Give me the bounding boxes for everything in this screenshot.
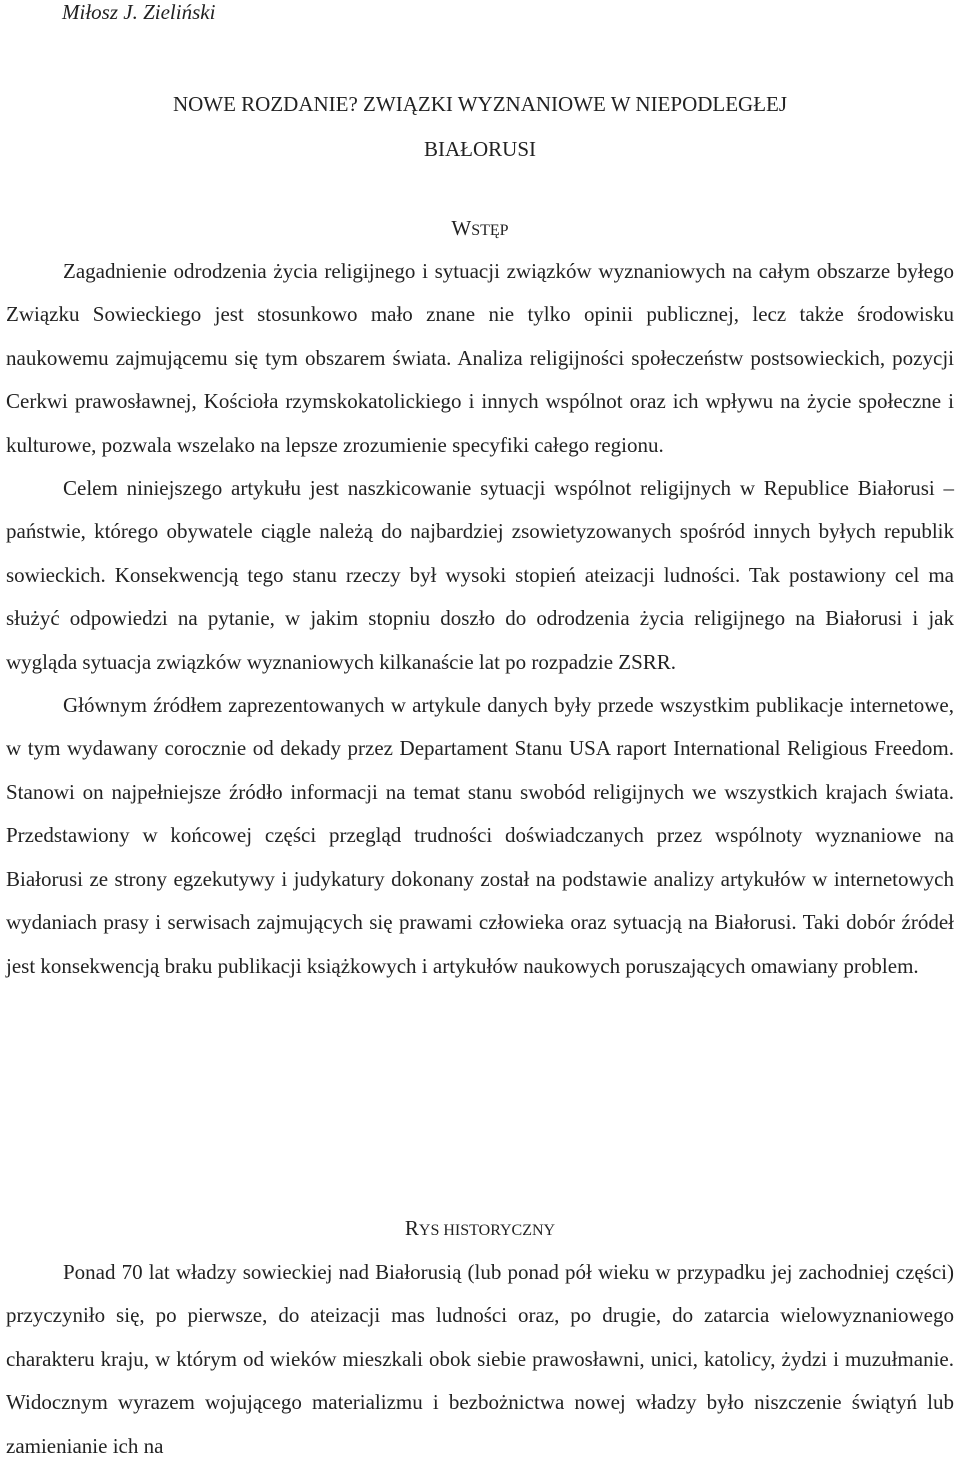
paragraph: Ponad 70 lat władzy sowieckiej nad Białorusią (lub ponad pół wieku w przypadku jej zachodniej części) przyczyniło się, po pierwsze, do ateizacji mas ludności oraz, po drugie, do zatarcia wielowyznaniowego charakteru kraju, w którym od wieków mieszkali obok siebie prawosławni, unici, katolicy, żydzi i muzułmanie. Widocznym wyrazem wojującego materializmu i bezbożnictwa nowej władzy było niszczenie świątyń lub zamienianie ich na bbox=[6, 1260, 954, 1458]
section-body-intro bbox=[6, 250, 954, 988]
section-body-history bbox=[6, 1251, 954, 1468]
author-name: Miłosz J. Zieliński bbox=[62, 0, 216, 24]
title-line-2: BIAŁORUSI bbox=[423, 137, 536, 161]
paragraph: Celem niniejszego artykułu jest naszkicowanie sytuacji wspólnot religijnych w Republice Białorusi – państwie, którego obywatele ciągle należą do najbardziej zsowietyzowanych spośród innych byłych republik sowieckich. Konsekwencją tego stanu rzeczy był wysoki stopień ateizacji ludności. Tak postawiony cel ma służyć odpowiedzi na pytanie, w jakim stopniu doszło do odrodzenia życia religijnego na Białorusi i jak wygląda sytuacja związków wyznaniowych kilkanaście lat po rozpadzie ZSRR. bbox=[6, 476, 954, 674]
heading-rest: STĘP bbox=[471, 222, 509, 239]
article-title bbox=[0, 82, 960, 172]
heading-rest: YS HISTORYCZNY bbox=[418, 1222, 556, 1239]
paragraph: Głównym źródłem zaprezentowanych w artykule danych były przede wszystkim publikacje internetowe, w tym wydawany corocznie od dekady przez Departament Stanu USA raport International Religious Freedom. Stanowi on najpełniejsze źródło informacji na temat stanu swobód religijnych we wszystkich krajach świata. Przedstawiony w końcowej części przegląd trudności doświadczanych przez wspólnoty wyznaniowe na Białorusi ze strony egzekutywy i judykatury dokonany został na podstawie analizy artykułów w internetowych wydaniach prasy i serwisach zajmujących się prawami człowieka oraz sytuacją na Białorusi. Taki dobór źródeł jest konsekwencją braku publikacji książkowych i artykułów naukowych poruszających omawiany problem. bbox=[6, 693, 954, 978]
paragraph: Zagadnienie odrodzenia życia religijnego i sytuacji związków wyznaniowych na całym obszarze byłego Związku Sowieckiego jest stosunkowo mało znane nie tylko opinii publicznej, lecz także środowisku naukowemu zajmującemu się tym obszarem świata. Analiza religijności społeczeństw postsowieckich, pozycji Cerkwi prawosławnej, Kościoła rzymskokatolickiego i innych wspólnot oraz ich wpływu na życie społeczne i kulturowe, pozwala wszelako na lepsze zrozumienie specyfiki całego regionu. bbox=[6, 259, 954, 457]
section-heading-intro bbox=[0, 214, 960, 245]
title-line-1: NOWE ROZDANIE? ZWIĄZKI WYZNANIOWE W NIEPODLEGŁEJ bbox=[172, 92, 788, 116]
heading-initial: W bbox=[451, 216, 472, 240]
heading-initial: R bbox=[404, 1216, 419, 1240]
section-heading-history bbox=[0, 1214, 960, 1245]
